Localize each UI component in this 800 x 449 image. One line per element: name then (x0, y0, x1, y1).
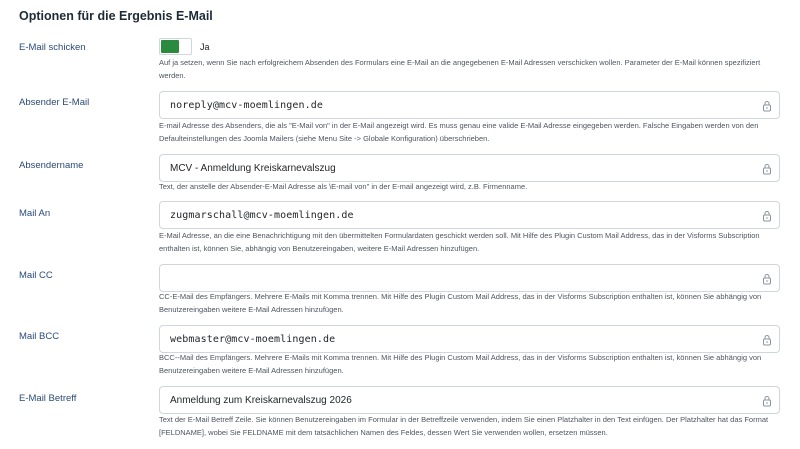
sender-email-field[interactable] (159, 91, 780, 119)
send-email-label: E-Mail schicken (19, 42, 86, 53)
subject-help: Text der E-Mail Betreff Zeile. Sie können Benutzereingaben im Formular in der Betreffzeile verwenden, indem Sie einen Platzhalter in den Text einfügen. Der Platzhalter hat das Format [FELDNAME], wobei Sie FELDNAME mit dem tatsächlichen Namen des Feldes, dessen Wert Sie verwenden wollen, ersetzen müssen. (159, 415, 769, 437)
subject-field[interactable] (159, 386, 780, 414)
sender-name-field[interactable] (159, 154, 780, 182)
lock-icon[interactable] (762, 163, 772, 175)
lock-icon[interactable] (762, 395, 772, 407)
mail-to-label: Mail An (19, 208, 51, 219)
mail-bcc-help: BCC--Mail des Empfängers. Mehrere E-Mails mit Komma trennen. Mit Hilfe des Plugin Custom Mail Address, das in der Visforms Subscription enthalten ist, können Sie abhängig von Benutzereingaben weitere E-Mail Adressen hinzufügen. (159, 353, 762, 375)
mail-cc-label: Mail CC (19, 270, 53, 281)
mail-to-field[interactable] (159, 201, 780, 229)
mail-cc-help: CC-E-Mail des Empfängers. Mehrere E-Mails mit Komma trennen. Mit Hilfe des Plugin Custom Mail Address, das in der Visforms Subscription enthalten ist, können Sie abhängig von Benutzereingaben weitere E-Mail Adressen hinzufügen. (159, 292, 762, 314)
subject-label: E-Mail Betreff (19, 393, 77, 404)
mail-to-value: zugmarschall@mcv-moemlingen.de (170, 210, 354, 221)
mail-bcc-field[interactable] (159, 325, 780, 353)
lock-icon[interactable] (762, 273, 772, 285)
send-email-help: Auf ja setzen, wenn Sie nach erfolgreichem Absenden des Formulars eine E-Mail an die angegebenen E-Mail Adressen verschicken wollen. Parameter der E-Mail können spezifiziert werden. (159, 58, 761, 80)
sender-email-label: Absender E-Mail (19, 97, 90, 108)
lock-icon[interactable] (762, 210, 772, 222)
section-title: Optionen für die Ergebnis E-Mail (19, 9, 213, 23)
toggle-on-indicator (161, 40, 179, 53)
send-email-toggle-label: Ja (200, 42, 210, 52)
lock-icon[interactable] (762, 100, 772, 112)
sender-email-value: noreply@mcv-moemlingen.de (170, 100, 324, 111)
mail-bcc-value: webmaster@mcv-moemlingen.de (170, 334, 336, 345)
subject-value: Anmeldung zum Kreiskarnevalszug 2026 (170, 395, 352, 406)
mail-to-help: E-Mail Adresse, an die eine Benachrichtigung mit den übermittelten Formulardaten geschickt werden soll. Mit Hilfe des Plugin Custom Mail Address, das in der Visforms Subscription enthalten ist, können Sie, abhängig von Benutzereingaben, weitere E-Mail Adressen hinzufügen. (159, 231, 760, 253)
send-email-toggle[interactable] (159, 38, 192, 55)
sender-name-value: MCV - Anmeldung Kreiskarnevalszug (170, 163, 336, 174)
mail-bcc-label: Mail BCC (19, 331, 60, 342)
lock-icon[interactable] (762, 334, 772, 346)
sender-name-label: Absendername (19, 160, 84, 171)
sender-email-help: E-mail Adresse des Absenders, die als "E-Mail von" in der E-Mail angezeigt wird. Es muss genau eine valide E-Mail Adresse eingegeben werden. Falsche Eingaben werden von den Defaulteinstellungen des Joomla Mailers (siehe Menu Site -> Globale Konfiguration) überschrieben. (159, 121, 759, 143)
sender-name-help: Text, der anstelle der Absender-E-Mail Adresse als \E-mail von" in der E-mail angezeigt wird, z.B. Firmenname. (159, 182, 528, 191)
mail-cc-field[interactable] (159, 264, 780, 292)
